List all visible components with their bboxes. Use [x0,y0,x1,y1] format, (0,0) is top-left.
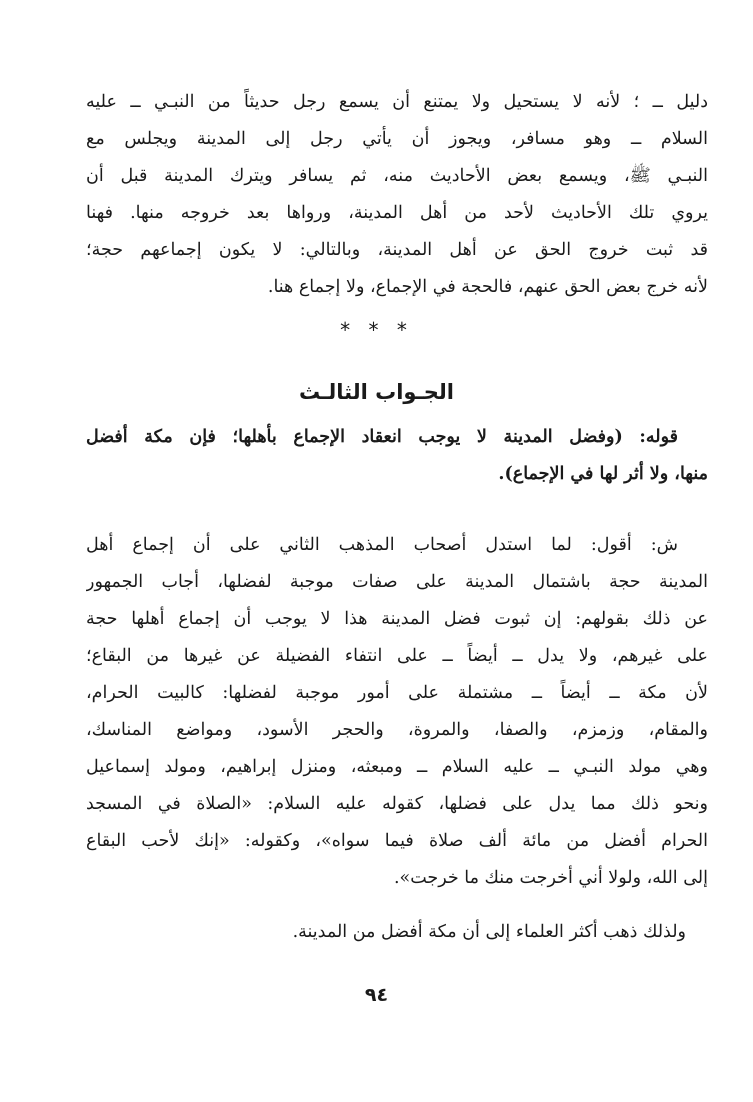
text-line: منها، ولا أثر لها في الإجماع). [498,464,708,484]
paragraph-3-commentary [86,527,708,897]
text-line: إلى الله، ولولا أني أخرجت منك ما خرجت». [393,868,708,888]
page-number: ٩٤ [364,984,389,1006]
text-line: دليل ــ ؛ لأنه لا يستحيل ولا يمتنع أن يسمع رجل حديثاً من النبـي ــ عليه [86,92,708,112]
text-line: وهي مولد النبـي ــ عليه السلام ــ ومبعثه، ومنزل إبراهيم، ومولد إسماعيل [86,757,708,777]
text-line: لأن مكة ــ أيضاً ــ مشتملة على أمور موجبة لفضلها: كالبيت الحرام، [86,683,708,703]
text-line: ش: أقول: لما استدل أصحاب المذهب الثاني على أن إجماع أهل [86,535,678,555]
paragraph-2-quote [86,419,708,493]
text-line: والمقام، وزمزم، والصفا، والمروة، والحجر الأسود، ومواضع المناسك، [86,720,708,740]
text-line: لأنه خرج بعض الحق عنهم، فالحجة في الإجماع، ولا إجماع هنا. [267,277,708,297]
text-line: النبـي ﷺ، ويسمع بعض الأحاديث منه، ثم يسافر ويترك المدينة قبل أن [86,166,708,186]
text-line: الحرام أفضل من مائة ألف صلاة فيما سواه»، وكقوله: «إنك لأحب البقاع [86,831,708,851]
paragraph-4 [86,914,708,951]
text-line: قوله: (وفضل المدينة لا يوجب انعقاد الإجماع بأهلها؛ فإن مكة أفضل [86,427,678,447]
text-line: ولذلك ذهب أكثر العلماء إلى أن مكة أفضل من المدينة. [292,922,686,942]
paragraph-1 [86,84,708,306]
text-line: السلام ــ وهو مسافر، ويجوز أن يأتي رجل إلى المدينة ويجلس مع [86,129,708,149]
section-separator: * * * [340,318,413,342]
text-line: ونحو ذلك مما يدل على فضلها، كقوله عليه السلام: «الصلاة في المسجد [86,794,708,814]
text-line: قد ثبت خروج الحق عن أهل المدينة، وبالتالي: لا يكون إجماعهم حجة؛ [86,240,708,260]
text-line: المدينة حجة باشتمال المدينة على صفات موجبة لفضلها، أجاب الجمهور [86,572,708,592]
text-line: يروي تلك الأحاديث لأحد من أهل المدينة، ورواها بعد خروجه منها. فهنا [86,203,708,223]
section-heading: الجـواب الثالـث [298,380,454,404]
text-line: على غيرهم، ولا يدل ــ أيضاً ــ على انتفاء الفضيلة عن غيرها من البقاع؛ [86,646,708,666]
text-line: عن ذلك بقولهم: إن ثبوت فضل المدينة هذا لا يوجب أن إجماع أهلها حجة [86,609,708,629]
